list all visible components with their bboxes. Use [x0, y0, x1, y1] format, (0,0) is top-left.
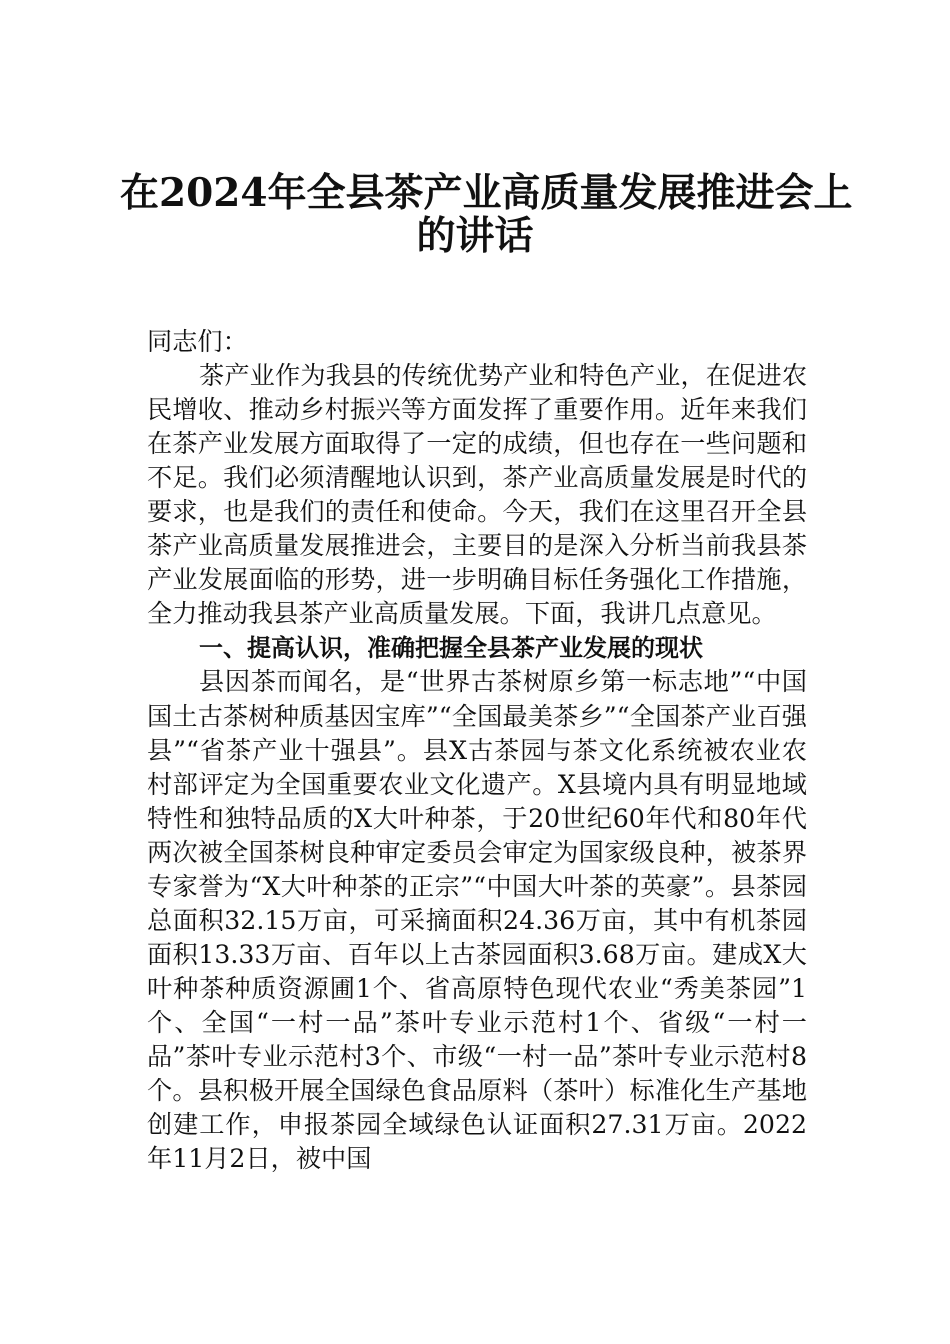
document-title-line-2: 的讲话 — [416, 213, 534, 259]
salutation: 同志们： — [147, 327, 248, 356]
document-title-line-1: 在2024年全县茶产业高质量发展推进会上 — [120, 170, 853, 216]
document-body — [147, 325, 807, 1176]
section-heading-1: 一、提高认识，准确把握全县茶产业发展的现状 — [199, 634, 703, 663]
paragraph-status: 县因茶而闻名，是“世界古茶树原乡第一标志地”“中国国土古茶树种质基因宝库”“全国最美茶乡”“全国茶产业百强县”“省茶产业十强县”。县X古茶园与茶文化系统被农业农村部评定为全国重要农业文化遗产。X县境内具有明显地域特性和独特品质的X大叶种茶，于20世纪60年代和80年代两次被全国茶树良种审定委员会审定为国家级良种，被茶界专家誉为“X大叶种茶的正宗”“中国大叶茶的英豪”。县茶园总面积32.15万亩，可采摘面积24.36万亩，其中有机茶园面积13.33万亩、百年以上古茶园面积3.68万亩。建成X大叶种茶种质资源圃1个、省高原特色现代农业“秀美茶园”1个、全国“一村一品”茶叶专业示范村1个、省级“一村一品”茶叶专业示范村3个、市级“一村一品”茶叶专业示范村8个。县积极开展全国绿色食品原料（茶叶）标准化生产基地创建工作，申报茶园全域绿色认证面积27.31万亩。2022年11月2日，被中国 — [147, 667, 807, 1174]
paragraph-intro: 茶产业作为我县的传统优势产业和特色产业，在促进农民增收、推动乡村振兴等方面发挥了重要作用。近年来我们在茶产业发展方面取得了一定的成绩，但也存在一些问题和不足。我们必须清醒地认识到，茶产业高质量发展是时代的要求，也是我们的责任和使命。今天，我们在这里召开全县茶产业高质量发展推进会，主要目的是深入分析当前我县茶产业发展面临的形势，进一步明确目标任务强化工作措施，全力推动我县茶产业高质量发展。下面，我讲几点意见。 — [147, 361, 807, 629]
